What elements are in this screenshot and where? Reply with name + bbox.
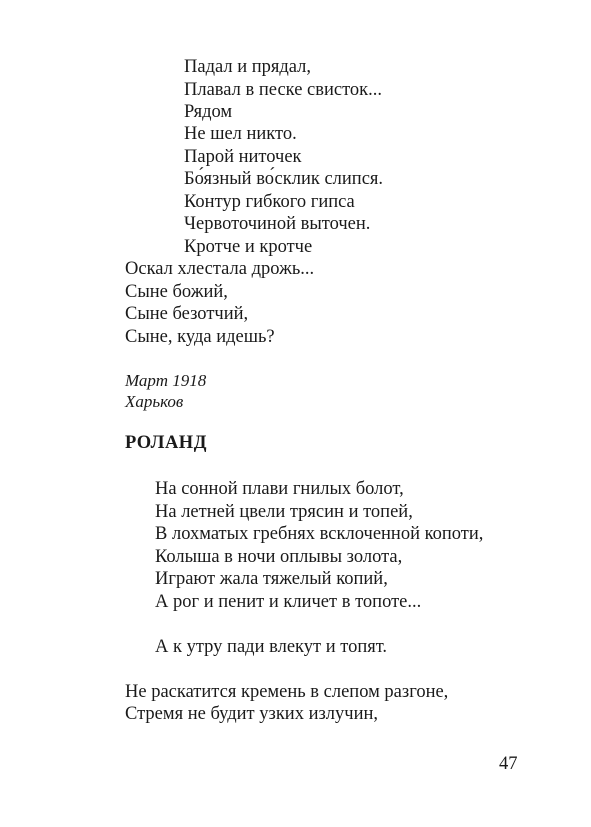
poem-line: Сыне безотчий,: [125, 304, 249, 324]
dateline-date: Март 1918: [125, 371, 207, 390]
poem-line: На сонной плави гнилых болот,: [155, 479, 404, 499]
poem-line: А к утру пади влекут и топят.: [155, 637, 388, 657]
poem-line: Бо́язный во́склик слипся.: [184, 169, 384, 189]
poem-title: РОЛАНД: [125, 433, 207, 453]
poem-line: Рядом: [184, 102, 233, 122]
page-number: 47: [499, 754, 518, 774]
poem-line: Червоточиной выточен.: [184, 214, 371, 234]
poem-line: Играют жала тяжелый копий,: [155, 569, 388, 589]
poem-line: Сыне божий,: [125, 282, 228, 302]
poem-line: Сыне, куда идешь?: [125, 327, 275, 347]
poem-line: А рог и пенит и кличет в топоте...: [155, 592, 422, 612]
poem-line: Колыша в ночи оплывы золота,: [155, 547, 403, 567]
poem-line: Парой ниточек: [184, 147, 302, 167]
dateline-place: Харьков: [125, 392, 184, 411]
poem-line: Контур гибкого гипса: [184, 192, 355, 212]
poem-line: Плавал в песке свисток...: [184, 80, 383, 100]
poem-line: Кротче и кротче: [184, 237, 313, 257]
poem-line: Оскал хлестала дрожь...: [125, 259, 315, 279]
poem-line: Падал и прядал,: [184, 57, 312, 77]
poem-line: На летней цвели трясин и топей,: [155, 502, 413, 522]
poem-line: Стремя не будит узких излучин,: [125, 704, 379, 724]
poem-line: Не раскатится кремень в слепом разгоне,: [125, 682, 449, 702]
poem-line: Не шел никто.: [184, 124, 297, 144]
poem-line: В лохматых гребнях всклоченной копоти,: [155, 524, 484, 544]
